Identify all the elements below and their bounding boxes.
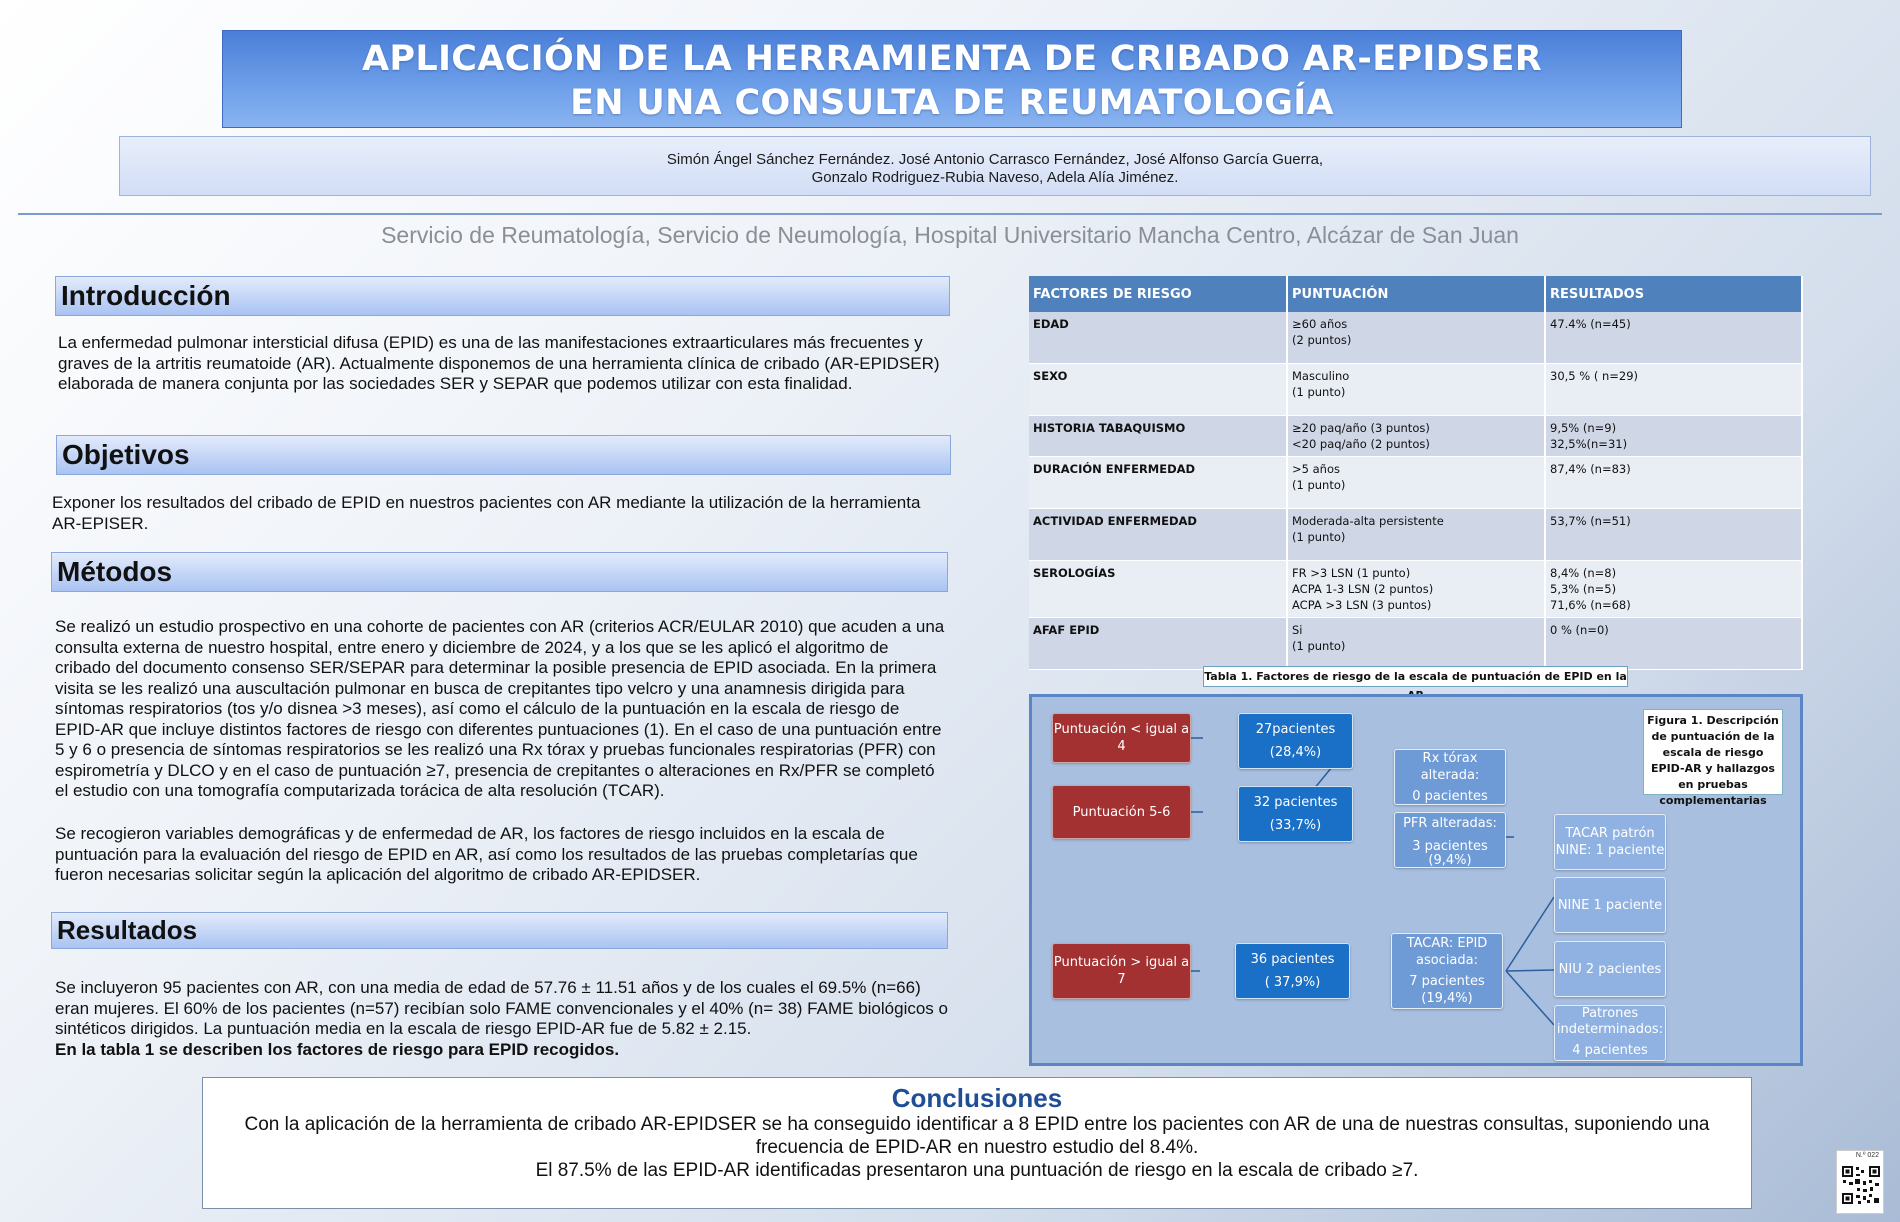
section-title-objetivos: Objetivos xyxy=(56,435,951,475)
table-cell-factor: SEXO xyxy=(1029,363,1287,415)
resultados-paragraph: Se incluyeron 95 pacientes con AR, con una media de edad de 57.76 ± 11.51 años y de los cuales el 69.5% (n=66) eran mujeres. El 60% de los pacientes (n=57) recibían solo FAME convencionales y el 40% (n= 38) FAME biológicos o sintéticos dirigidos. La puntuación media en la escala de riesgo EPID-AR fue de 5.82 ± 2.15. xyxy=(55,978,948,1038)
table-cell-factor: HISTORIA TABAQUISMO xyxy=(1029,415,1287,456)
table-cell-result: 87,4% (n=83) xyxy=(1545,456,1802,508)
node-indeterminados: Patrones indeterminados: 4 pacientes xyxy=(1554,1005,1666,1061)
title-line-1: APLICACIÓN DE LA HERRAMIENTA DE CRIBADO AR-EPIDSER xyxy=(362,39,1542,79)
node-count-high: 36 pacientes ( 37,9%) xyxy=(1235,943,1350,999)
conclusions-box xyxy=(202,1077,1752,1209)
table-row xyxy=(1029,312,1802,363)
table-cell-result: 53,7% (n=51) xyxy=(1545,508,1802,560)
authors-box xyxy=(119,136,1871,196)
table-header-resultados: RESULTADOS xyxy=(1545,276,1802,312)
metodos-paragraph-2: Se recogieron variables demográficas y de enfermedad de AR, los factores de riesgo incluidos en la escala de puntuación para la evaluación del riesgo de EPID en AR, así como los resultados de las pruebas completarías que fueron necesarias solicitar según la aplicación del algoritmo de cribado AR-EPIDSER. xyxy=(55,824,918,884)
figure-caption: Figura 1. Descripción de puntuación de la escala de riesgo EPID-AR y hallazgos en pruebas complementarias xyxy=(1643,709,1783,795)
table-row xyxy=(1029,508,1802,560)
conclusions-line-3: El 87.5% de las EPID-AR identificadas presentaron una puntuación de riesgo en la escala de cribado ≥7. xyxy=(535,1160,1419,1181)
introduccion-text: La enfermedad pulmonar intersticial difusa (EPID) es una de las manifestaciones extraarticulares más frecuentes y graves de la artritis reumatoide (AR). Actualmente disponemos de una herramienta clínica de cribado (AR-EPIDSER) elaborada de manera conjunta por las sociedades SER y SEPAR que podemos utilizar con esta finalidad. xyxy=(58,333,940,393)
table-cell-factor: SEROLOGÍAS xyxy=(1029,560,1287,617)
section-title-introduccion: Introducción xyxy=(55,276,950,316)
table-cell-score: >5 años (1 punto) xyxy=(1287,456,1545,508)
authors-line-2: Gonzalo Rodriguez-Rubia Naveso, Adela Alía Jiménez. xyxy=(811,169,1179,186)
node-pfr: PFR alteradas: 3 pacientes (9,4%) xyxy=(1394,812,1506,868)
table-row xyxy=(1029,415,1802,456)
affiliation: Servicio de Reumatología, Servicio de Neumología, Hospital Universitario Mancha Centro, Alcázar de San Juan xyxy=(381,222,1519,248)
node-count-mid: 32 pacientes (33,7%) xyxy=(1238,786,1353,842)
connector-niu xyxy=(1506,970,1554,971)
risk-factors-table xyxy=(1029,276,1803,670)
node-score-low: Puntuación < igual a 4 xyxy=(1052,713,1191,763)
qr-code-icon xyxy=(1841,1165,1881,1205)
metodos-paragraph-1: Se realizó un estudio prospectivo en una cohorte de pacientes con AR (criterios ACR/EULAR 2010) que acuden a una consulta externa de nuestro hospital, entre enero y diciembre de 2024, y a los que se les aplicó el algoritmo de cribado del documento consenso SER/SEPAR para determinar la posible presencia de EPID asociada. En la primera visita se les realizó una auscultación pulmonar en busca de crepitantes tipo velcro y una anamnesis dirigida para síntomas respiratorios (tos y/o disnea >3 meses), así como el cálculo de la puntuación en la escala de riesgo de EPID-AR que incluye distintos factores de riesgo con diferentes puntuaciones (1). En el caso de una puntuación entre 5 y 6 o presencia de síntomas respiratorios se les realizó una Rx tórax y pruebas funcionales respiratorias (PFR) con espirometría y DLCO y en el caso de puntuación ≥7, presencia de crepitantes o alteraciones en Rx/PFR se completó el estudio con una tomografía computarizada torácica de alta resolución (TCAR). xyxy=(55,617,945,800)
table-header-puntuacion: PUNTUACIÓN xyxy=(1287,276,1545,312)
node-tacar-epid: TACAR: EPID asociada: 7 pacientes (19,4%) xyxy=(1391,933,1503,1009)
poster-title xyxy=(222,30,1682,128)
table-cell-result: 30,5 % ( n=29) xyxy=(1545,363,1802,415)
table-cell-factor: DURACIÓN ENFERMEDAD xyxy=(1029,456,1287,508)
table-cell-factor: ACTIVIDAD ENFERMEDAD xyxy=(1029,508,1287,560)
connector-nine xyxy=(1506,897,1554,971)
node-score-high: Puntuación > igual a 7 xyxy=(1052,943,1191,999)
node-tacar-nine: TACAR patrón NINE: 1 paciente xyxy=(1554,814,1666,870)
badge-number: N.º 022 xyxy=(1855,1152,1879,1159)
table-cell-score: Si (1 punto) xyxy=(1287,617,1545,669)
table-cell-score: ≥20 paq/año (3 puntos) <20 paq/año (2 puntos) xyxy=(1287,415,1545,456)
authors-line-1: Simón Ángel Sánchez Fernández. José Antonio Carrasco Fernández, José Alfonso García Guerra, xyxy=(666,151,1324,168)
table-row xyxy=(1029,617,1802,669)
table-row xyxy=(1029,456,1802,508)
conclusions-title: Conclusiones xyxy=(891,1083,1063,1113)
table-header-row xyxy=(1029,276,1802,312)
table-cell-score: FR >3 LSN (1 punto) ACPA 1-3 LSN (2 puntos) ACPA >3 LSN (3 puntos) xyxy=(1287,560,1545,617)
connector-indet xyxy=(1506,971,1554,1025)
table-cell-score: ≥60 años (2 puntos) xyxy=(1287,312,1545,363)
table-cell-factor: AFAF EPID xyxy=(1029,617,1287,669)
table-cell-factor: EDAD xyxy=(1029,312,1287,363)
table-cell-score: Masculino (1 punto) xyxy=(1287,363,1545,415)
table-cell-result: 8,4% (n=8) 5,3% (n=5) 71,6% (n=68) xyxy=(1545,560,1802,617)
flow-diagram xyxy=(1029,694,1803,1066)
node-score-mid: Puntuación 5-6 xyxy=(1052,785,1191,839)
objetivos-text: Exponer los resultados del cribado de EPID en nuestros pacientes con AR mediante la utilización de la herramienta AR-EPISER. xyxy=(52,493,921,533)
section-title-metodos: Métodos xyxy=(51,552,948,592)
header-divider xyxy=(18,213,1882,215)
qr-badge xyxy=(1836,1150,1884,1214)
conclusions-line-2: frecuencia de EPID-AR en nuestro estudio del 8.4%. xyxy=(755,1137,1199,1158)
table-cell-result: 0 % (n=0) xyxy=(1545,617,1802,669)
resultados-bold-note: En la tabla 1 se describen los factores de riesgo para EPID recogidos. xyxy=(55,1039,620,1059)
resultados-text xyxy=(55,978,955,1060)
table-row xyxy=(1029,363,1802,415)
conclusions-line-1: Con la aplicación de la herramienta de cribado AR-EPIDSER se ha conseguido identificar a 8 EPID entre los pacientes con AR de una de nuestras consultas, suponiendo una xyxy=(244,1114,1710,1135)
table-row xyxy=(1029,560,1802,617)
node-count-low: 27pacientes (28,4%) xyxy=(1238,713,1353,769)
table-cell-result: 47.4% (n=45) xyxy=(1545,312,1802,363)
table-cell-score: Moderada-alta persistente (1 punto) xyxy=(1287,508,1545,560)
section-title-resultados: Resultados xyxy=(51,912,948,949)
table-caption: Tabla 1. Factores de riesgo de la escala de puntuación de EPID en la xyxy=(1203,666,1628,687)
title-line-2: EN UNA CONSULTA DE REUMATOLOGÍA xyxy=(570,83,1334,123)
table-header-factores: FACTORES DE RIESGO xyxy=(1029,276,1287,312)
node-niu: NIU 2 pacientes xyxy=(1554,941,1666,997)
node-rx-torax: Rx tórax alterada: 0 pacientes xyxy=(1394,749,1506,805)
table-cell-result: 9,5% (n=9) 32,5%(n=31) xyxy=(1545,415,1802,456)
node-nine: NINE 1 paciente xyxy=(1554,877,1666,933)
